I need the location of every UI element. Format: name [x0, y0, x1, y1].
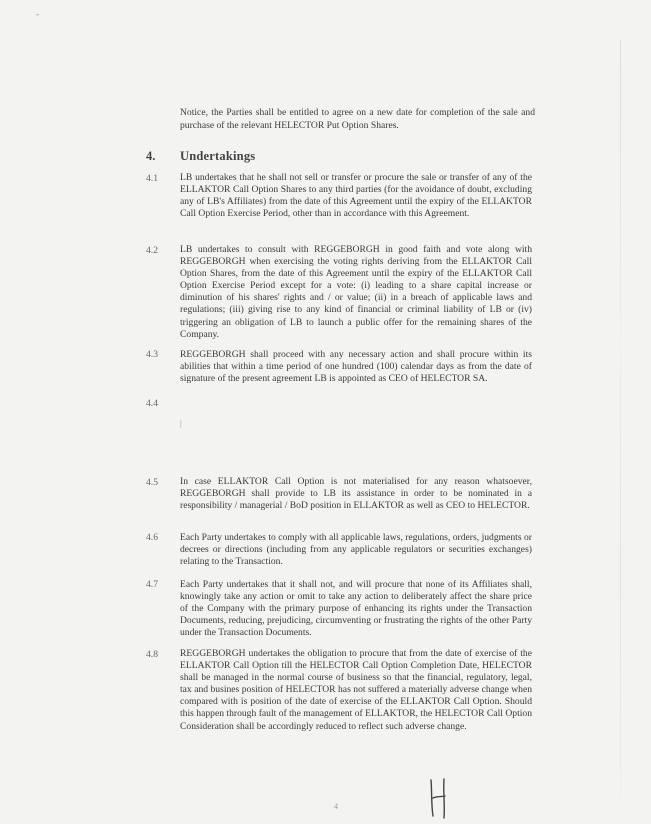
top-mark: -	[36, 9, 39, 19]
page-edge-line	[620, 40, 621, 800]
clause-number: 4.5	[146, 477, 158, 488]
clause-number: 4.8	[146, 649, 158, 660]
clause-number: 4.7	[146, 579, 158, 590]
clause-number: 4.1	[146, 173, 158, 184]
clause-number: 4.3	[146, 349, 158, 360]
section-title: Undertakings	[180, 149, 256, 163]
clause-text: REGGEBORGH shall proceed with any necessary action and shall procure within its abilities that within a time period of one hundred (100) calendar days as from the date of signature of the present agreement LB is appointed as CEO of HELECTOR SA.	[180, 349, 532, 385]
clause-text: LB undertakes that he shall not sell or transfer or procure the sale or transfer of any of the ELLAKTOR Call Option Shares to any third parties (for the avoidance of doubt, excluding any of LB's Affiliates) from the date of this Agreement until the expiry of the ELLAKTOR Call Option Exercise Period, other than in accordance with this Agreement.	[180, 172, 532, 220]
signature-initial	[425, 776, 453, 820]
clause-number: 4.6	[146, 532, 158, 543]
clause-number: 4.2	[146, 245, 158, 256]
clause-text: Each Party undertakes that it shall not, and will procure that none of its Affiliates shall, knowingly take any action or omit to take any action to deliberately affect the share price of the Company with the primary purpose of enhancing its rights under the Transaction Documents, reducing, prejudicing, circumventing or frustrating the rights of the other Party under the Transaction Documents.	[180, 579, 532, 639]
clause-text: In case ELLAKTOR Call Option is not materialised for any reason whatsoever, REGGEBORGH shall provide to LB its assistance in order to be nominated in a responsibility / managerial / BoD position in ELLAKTOR as well as CEO to HELECTOR.	[180, 476, 532, 512]
clause-text: LB undertakes to consult with REGGEBORGH in good faith and vote along with REGGEBORGH when exercising the voting rights deriving from the ELLAKTOR Call Option Shares, from the date of this Agreement until the expiry of the ELLAKTOR Call Option Exercise Period except for a vote: (i) leading to a share capital increase or diminution of his shares' rights and / or value; (ii) in a breach of applicable laws and regulations; (iii) giving rise to any kind of financial or criminal liability of LB or (iv) triggering an obligation of LB to launch a public offer for the remaining shares of the Company.	[180, 244, 532, 340]
section-number: 4.	[146, 149, 156, 163]
clause-number: 4.4	[146, 398, 158, 409]
intro-paragraph: Notice, the Parties shall be entitled to agree on a new date for completion of the sale and purchase of the relevant HELECTOR Put Option Shares.	[180, 107, 535, 131]
clause-text: REGGEBORGH undertakes the obligation to procure that from the date of exercise of the ELLAKTOR Call Option till the HELECTOR Call Option Completion Date, HELECTOR shall be managed in the normal course of business so that the financial, regulatory, legal, tax and busines position of HELECTOR has not suffered a materially adverse change when compared with is position of the date of exercise of the ELLAKTOR Call Option. Should this happen through fault of the management of ELLAKTOR, the HELECTOR Call Option Consideration shall be accordingly reduced to reflect such adverse change.	[180, 648, 532, 732]
page-number: 4	[334, 802, 338, 811]
stray-mark: |	[180, 418, 182, 428]
clause-text: Each Party undertakes to comply with all applicable laws, regulations, orders, judgments or decrees or directions (including from any applicable regulators or securities exchanges) relating to the Transaction.	[180, 532, 532, 568]
